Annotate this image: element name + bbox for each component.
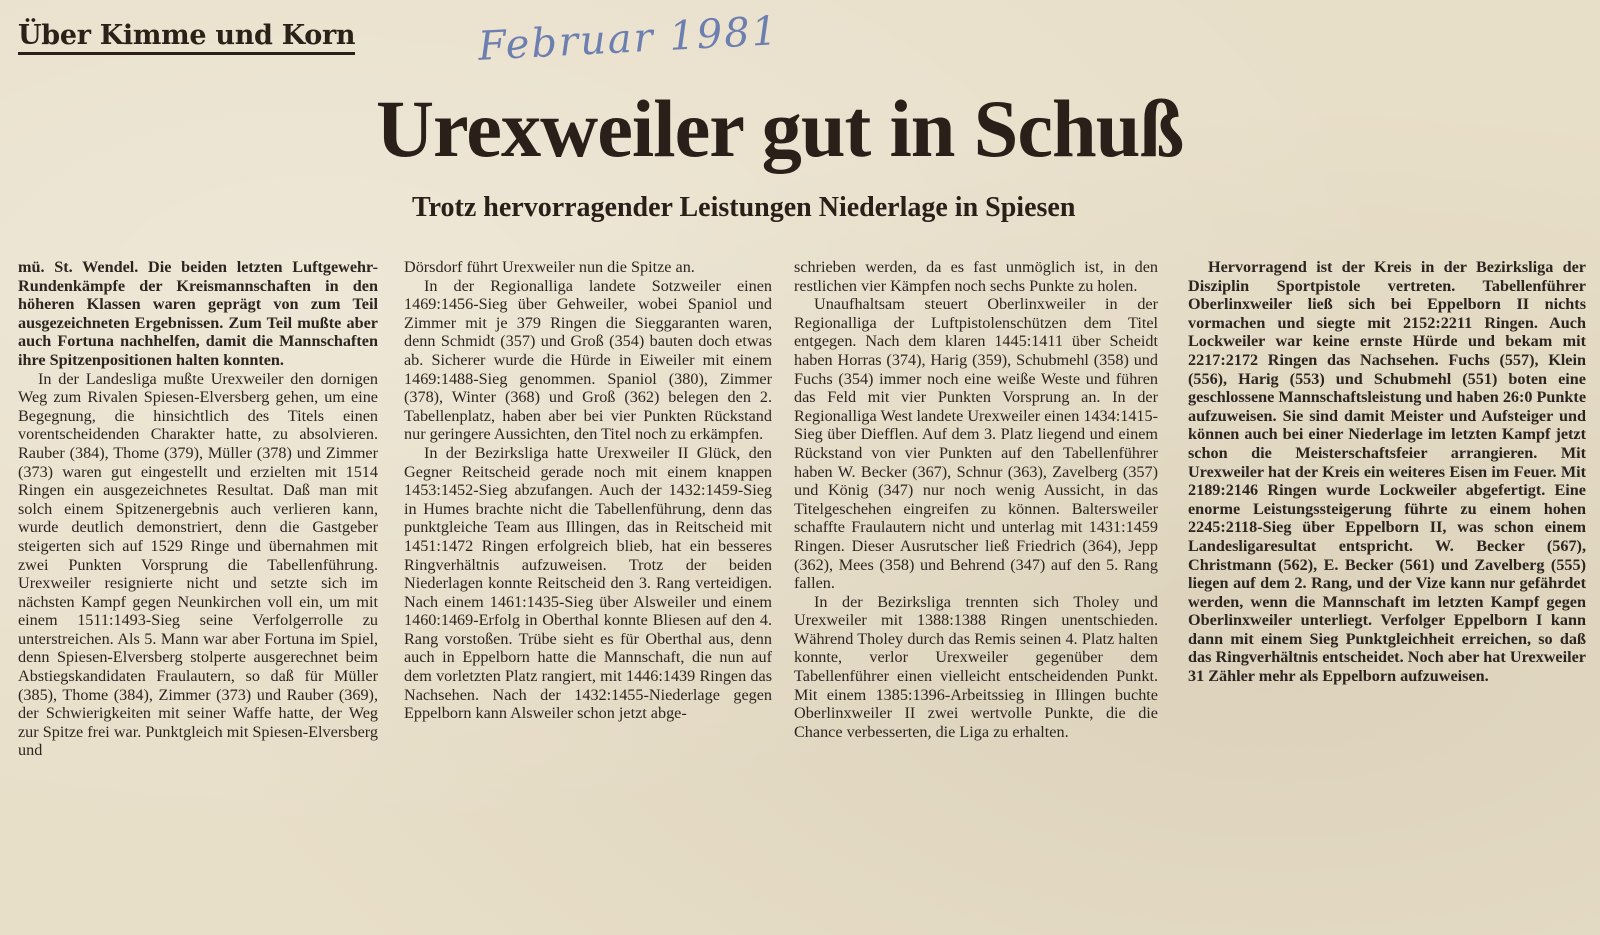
article-paragraph: In der Bezirksliga trennten sich Tholey und Urexweiler mit 1388:1388 Ringen unentschieden. Während Tholey durch das Remis seinen 4. Platz halten konnte, verlor Urexweiler gegenüber dem Tabellenführer einen vielleicht entscheidenden Punkt. Mit einem 1385:1396-Arbeitssieg in Illingen buchte Oberlinxweiler II zwei wertvolle Punkte, die die Chance verbesserten, die Liga zu erhalten.	[794, 592, 1158, 741]
article-paragraph: Dörsdorf führt Urexweiler nun die Spitze an.	[404, 258, 695, 276]
article-column-2	[404, 258, 772, 723]
article-column-1	[18, 258, 378, 760]
article-column-3	[794, 258, 1158, 741]
article-lead: mü. St. Wendel. Die beiden letzten Luftgewehr-Rundenkämpfe der Kreismannschaften in den höheren Klassen waren geprägt von zum Teil ausgezeichneten Ergebnissen. Zum Teil mußte aber auch Fortuna nachhelfen, damit die Mannschaften ihre Spitzenpositionen halten konnten.	[18, 258, 378, 369]
column-kicker: Über Kimme und Korn	[18, 20, 355, 55]
article-paragraph: Hervorragend ist der Kreis in der Bezirksliga der Disziplin Sportpistole vertreten. Tabellenführer Oberlinxweiler ließ sich bei Eppelborn II nichts vormachen und siegte mit 2152:2211 Ringen. Auch Lockweiler war keine ernste Hürde und bekam mit 2217:2172 Ringen das Nachsehen. Fuchs (557), Klein (556), Harig (553) und Schubmehl (551) boten eine geschlossene Mannschaftsleistung und haben 26:0 Punkte aufzuweisen. Sie sind damit Meister und Aufsteiger und können auch bei einer Niederlage im letzten Kampf jetzt schon die Meisterschaftsfeier arrangieren. Mit Urexweiler hat der Kreis ein weiteres Eisen im Feuer. Mit 2189:2146 Ringen wurde Lockweiler abgefertigt. Eine enorme Leistungssteigerung führte zu einem hohen 2245:2118-Sieg über Eppelborn II, was schon einem Landesligaresultat entspricht. W. Becker (567), Christmann (562), E. Becker (561) und Zavelberg (555) liegen auf dem 2. Rang, und der Vize kann nur gefährdet werden, wenn die Mannschaft im letzten Kampf gegen Oberlinxweiler unterliegt. Verfolger Eppelborn I kann dann mit einem Sieg Punktgleichheit erreichen, so daß das Ringverhältnis entscheidet. Noch aber hat Urexweiler 31 Zähler mehr als Eppelborn aufzuweisen.	[1188, 258, 1587, 686]
article-paragraph: In der Regionalliga landete Sotzweiler einen 1469:1456-Sieg über Gehweiler, wobei Spaniol und Zimmer mit je 379 Ringen die Sieggaranten waren, denn Schmidt (357) und Groß (354) bauten doch etwas ab. Sicherer wurde die Hürde in Eiweiler mit einem 1469:1488-Sieg genommen. Spaniol (380), Zimmer (378), Winter (368) und Groß (362) belegen den 2. Tabellenplatz, haben aber bei vier Punkten Rückstand nur geringere Aussichten, den Titel noch zu erkämpfen.	[404, 276, 772, 444]
handwritten-date: Februar 1981	[477, 8, 781, 70]
article-column-4	[1188, 258, 1586, 686]
article-paragraph: In der Landesliga mußte Urexweiler den dornigen Weg zum Rivalen Spiesen-Elversberg gehen, um eine Begegnung, die hinsichtlich des Titels einen vorentscheidenden Charakter hatte, zu absolvieren. Rauber (384), Thome (379), Müller (378) und Zimmer (373) waren gut eingestellt und erzielten mit 1514 Ringen ein ausgezeichnetes Resultat. Daß man mit solch einem Spitzenergebnis auch verlieren kann, wurde deutlich demonstriert, denn die Gastgeber steigerten sich auf 1529 Ringe und übernahmen mit zwei Punkten Vorsprung die Tabellenführung. Urexweiler resignierte nicht und setzte sich im nächsten Kampf gegen Neunkirchen voll ein, um mit einem 1511:1493-Sieg seine Verfolgerrolle zu unterstreichen. Als 5. Mann war aber Fortuna im Spiel, denn Spiesen-Elversberg stolperte ausgerechnet beim Abstiegskandidaten Fraulautern, so daß für Müller (385), Thome (384), Zimmer (373) und Rauber (369), der Schwierigkeiten mit seiner Waffe hatte, der Weg zur Spitze frei war. Punktgleich mit Spiesen-Elversberg und	[18, 369, 378, 760]
article-paragraph: In der Bezirksliga hatte Urexweiler II Glück, den Gegner Reitscheid gerade noch mit einem knappen 1453:1452-Sieg abzufangen. Auch der 1432:1459-Sieg in Humes brachte nicht die Tabellenführung, denn das punktgleiche Team aus Illingen, das in Reitscheid mit 1451:1472 Ringen erfolgreich blieb, hat ein besseres Ringverhältnis aufzuweisen. Trotz der beiden Niederlagen konnte Reitscheid den 3. Rang verteidigen. Nach einem 1461:1435-Sieg über Alsweiler und einem 1460:1469-Erfolg in Oberthal konnte Bliesen auf den 4. Rang vorstoßen. Trübe sieht es für Oberthal aus, denn auch in Eppelborn hatte die Mannschaft, die nun auf dem vorletzten Platz rangiert, mit 1446:1439 Ringen das Nachsehen. Nach der 1432:1455-Niederlage gegen Eppelborn kann Alsweiler schon jetzt abge-	[404, 443, 772, 723]
article-paragraph: schrieben werden, da es fast unmöglich ist, in den restlichen vier Kämpfen noch sechs Punkte zu holen.	[794, 258, 1158, 295]
article-headline: Urexweiler gut in Schuß	[376, 83, 1184, 174]
article-paragraph: Unaufhaltsam steuert Oberlinxweiler in der Regionalliga der Luftpistolenschützen dem Titel entgegen. Nach dem klaren 1445:1411 über Scheidt haben Horras (374), Harig (359), Schubmehl (358) und Fuchs (354) immer noch eine weiße Weste und führen das Feld mit vier Punkten Vorsprung an. In der Regionalliga West landete Urexweiler einen 1434:1415-Sieg über Diefflen. Auf dem 3. Platz liegend und einem Rückstand von vier Punkten auf den Tabellenführer haben W. Becker (367), Schnur (363), Zavelberg (357) und König (347) nur noch wenig Aussicht, in das Titelgeschehen eingreifen zu können. Baltersweiler schaffte Fraulautern nicht und unterlag mit 1431:1459 Ringen. Dieser Ausrutscher ließ Friedrich (364), Jepp (362), Mees (358) und Behrend (347) auf den 5. Rang fallen.	[794, 295, 1158, 593]
article-subheadline: Trotz hervorragender Leistungen Niederlage in Spiesen	[412, 192, 1076, 223]
